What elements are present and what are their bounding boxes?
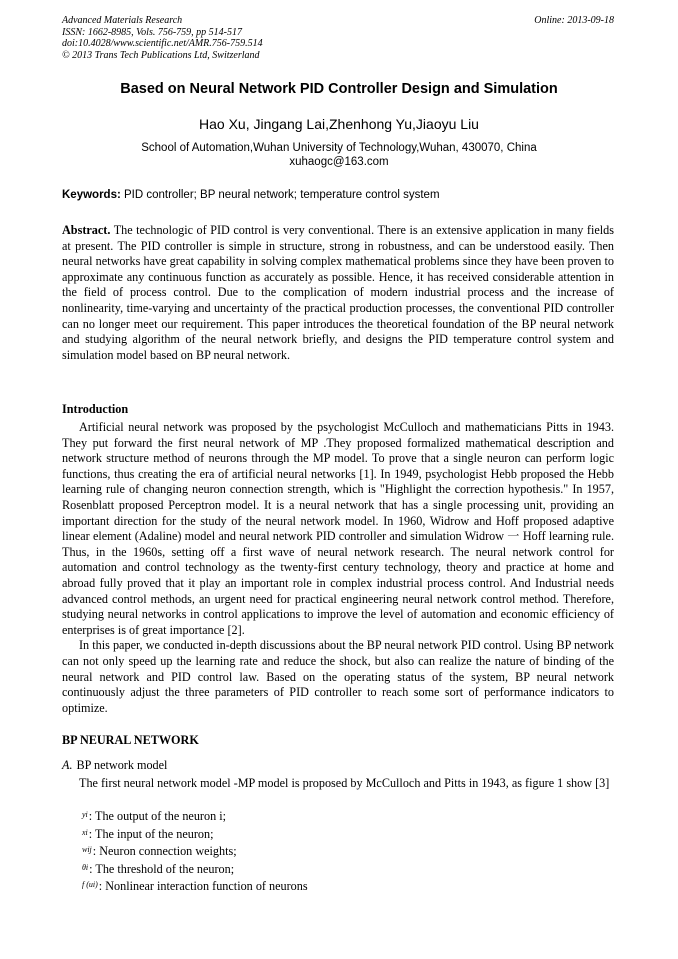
bp-subsection-title: [62, 758, 167, 773]
definition-text: : The output of the neuron i;: [88, 809, 226, 823]
subsection-text: BP network model: [76, 758, 168, 772]
definition-item: [82, 860, 612, 878]
copyright-line: © 2013 Trans Tech Publications Ltd, Switzerland: [62, 49, 260, 61]
abstract-text: The technologic of PID control is very conventional. There is an extensive application in many fields at present. The PID controller is simple in structure, strong in robustness, and can be understood easily. Then neural networks have great capability in solving complex mathematical problems since they have been proven to approximate any continuous function as accurately as possible. Hence, it has received considerable attention in the field of process control. Due to the complication of modern industrial process and the increase of nonlinearity, time-varying and uncertainty of the practical production processes, the conventional PID controller can no longer meet our requirement. This paper introduces the theoretical foundation of the BP neural network and studying algorithm of the neural network briefly, and designs the PID temperature control system and simulation model based on BP neural network.: [62, 223, 614, 362]
doi-line: doi:10.4028/www.scientific.net/AMR.756-759.514: [62, 38, 263, 49]
symbol-definitions: [82, 807, 612, 895]
abstract: [62, 223, 614, 363]
symbol: yi: [82, 810, 88, 819]
definition-text: : The threshold of the neuron;: [89, 861, 235, 876]
definition-text: : Neuron connection weights;: [92, 844, 237, 859]
definition-item: [82, 877, 612, 895]
definition-text: : Nonlinear interaction function of neurons: [98, 879, 308, 894]
symbol: xi: [82, 827, 88, 837]
keywords: [62, 188, 614, 202]
paper-title: Based on Neural Network PID Controller Design and Simulation: [120, 81, 558, 97]
keywords-text: PID controller; BP neural network; temperature control system: [120, 189, 440, 201]
intro-paragraph-1: Artificial neural network was proposed by the psychologist McCulloch and mathematicians Pitts in 1943. They put forward the first neural network of MP .They proposed formalized mathematical description and network structure method of neurons through the MP model. To prove that a single neuron can perform logic functions, thus creating the era of artificial neural networks [1]. In 1949, psychologist Hebb proposed the Hebb learning rule of changing neuron connection strength, which is "Highlight the correction hypothesis." In 1957, Rosenblatt proposed Perceptron model. It is a neural network that has a single processing unit, providing an important direction for the study of the neural network model. In 1960, Widrow and Hoff proposed adaptive linear element (Adaline) model and neural network PID controller and simulation Widrow 一 Hoff learning rule. Thus, in the 1960s, setting off a first wave of neural network research. The neural network control for automation and control technology as the twenty-first century technology, theory and practice at home and abroad fully proved that it play an important role in complex industrial process control. And Industrial needs advanced control methods, an urgent need for practical engineering neural network control method. Therefore, studying neural networks in control applications to improve the level of automation and economic efficiency of enterprises is of great importance [2].: [62, 420, 614, 637]
intro-paragraph-2: In this paper, we conducted in-depth discussions about the BP neural network PID control. Using BP network can not only speed up the learning rate and reduce the shock, but also can realize the nature of binding of the neural network and PID control law. Based on the operating status of the system, BP neural network continuously adjust the three parameters of PID controller to reach some sort of performance indicators to optimize.: [62, 638, 614, 715]
journal-name: Advanced Materials Research: [62, 15, 183, 26]
definition-item: [82, 842, 612, 860]
definition-item: [82, 807, 612, 825]
definition-item: [82, 825, 612, 843]
symbol: θi: [82, 862, 89, 872]
introduction-heading: Introduction: [62, 402, 129, 416]
affiliation: School of Automation,Wuhan University of Technology,Wuhan, 430070, China: [141, 142, 537, 154]
bp-section-heading: BP NEURAL NETWORK: [62, 733, 199, 747]
mp-model-paragraph: [62, 776, 614, 792]
model-paragraph: The first neural network model -MP model is proposed by McCulloch and Pitts in 1943, as figure 1 show [3]: [79, 776, 610, 790]
journal-header: [62, 15, 614, 61]
definition-text: : The input of the neuron;: [88, 826, 214, 841]
abstract-label: Abstract.: [62, 223, 111, 237]
introduction-body: [62, 420, 614, 716]
issn-line: ISSN: 1662-8985, Vols. 756-759, pp 514-517: [62, 26, 242, 38]
symbol: wij: [82, 845, 92, 855]
online-date: Online: 2013-09-18: [534, 15, 614, 26]
author-list: Hao Xu, Jingang Lai,Zhenhong Yu,Jiaoyu Liu: [199, 116, 479, 132]
author-email: xuhaogc@163.com: [289, 156, 389, 168]
keywords-label: Keywords:: [62, 189, 121, 201]
symbol: f (ui): [82, 880, 98, 890]
subsection-label: A.: [62, 758, 73, 772]
